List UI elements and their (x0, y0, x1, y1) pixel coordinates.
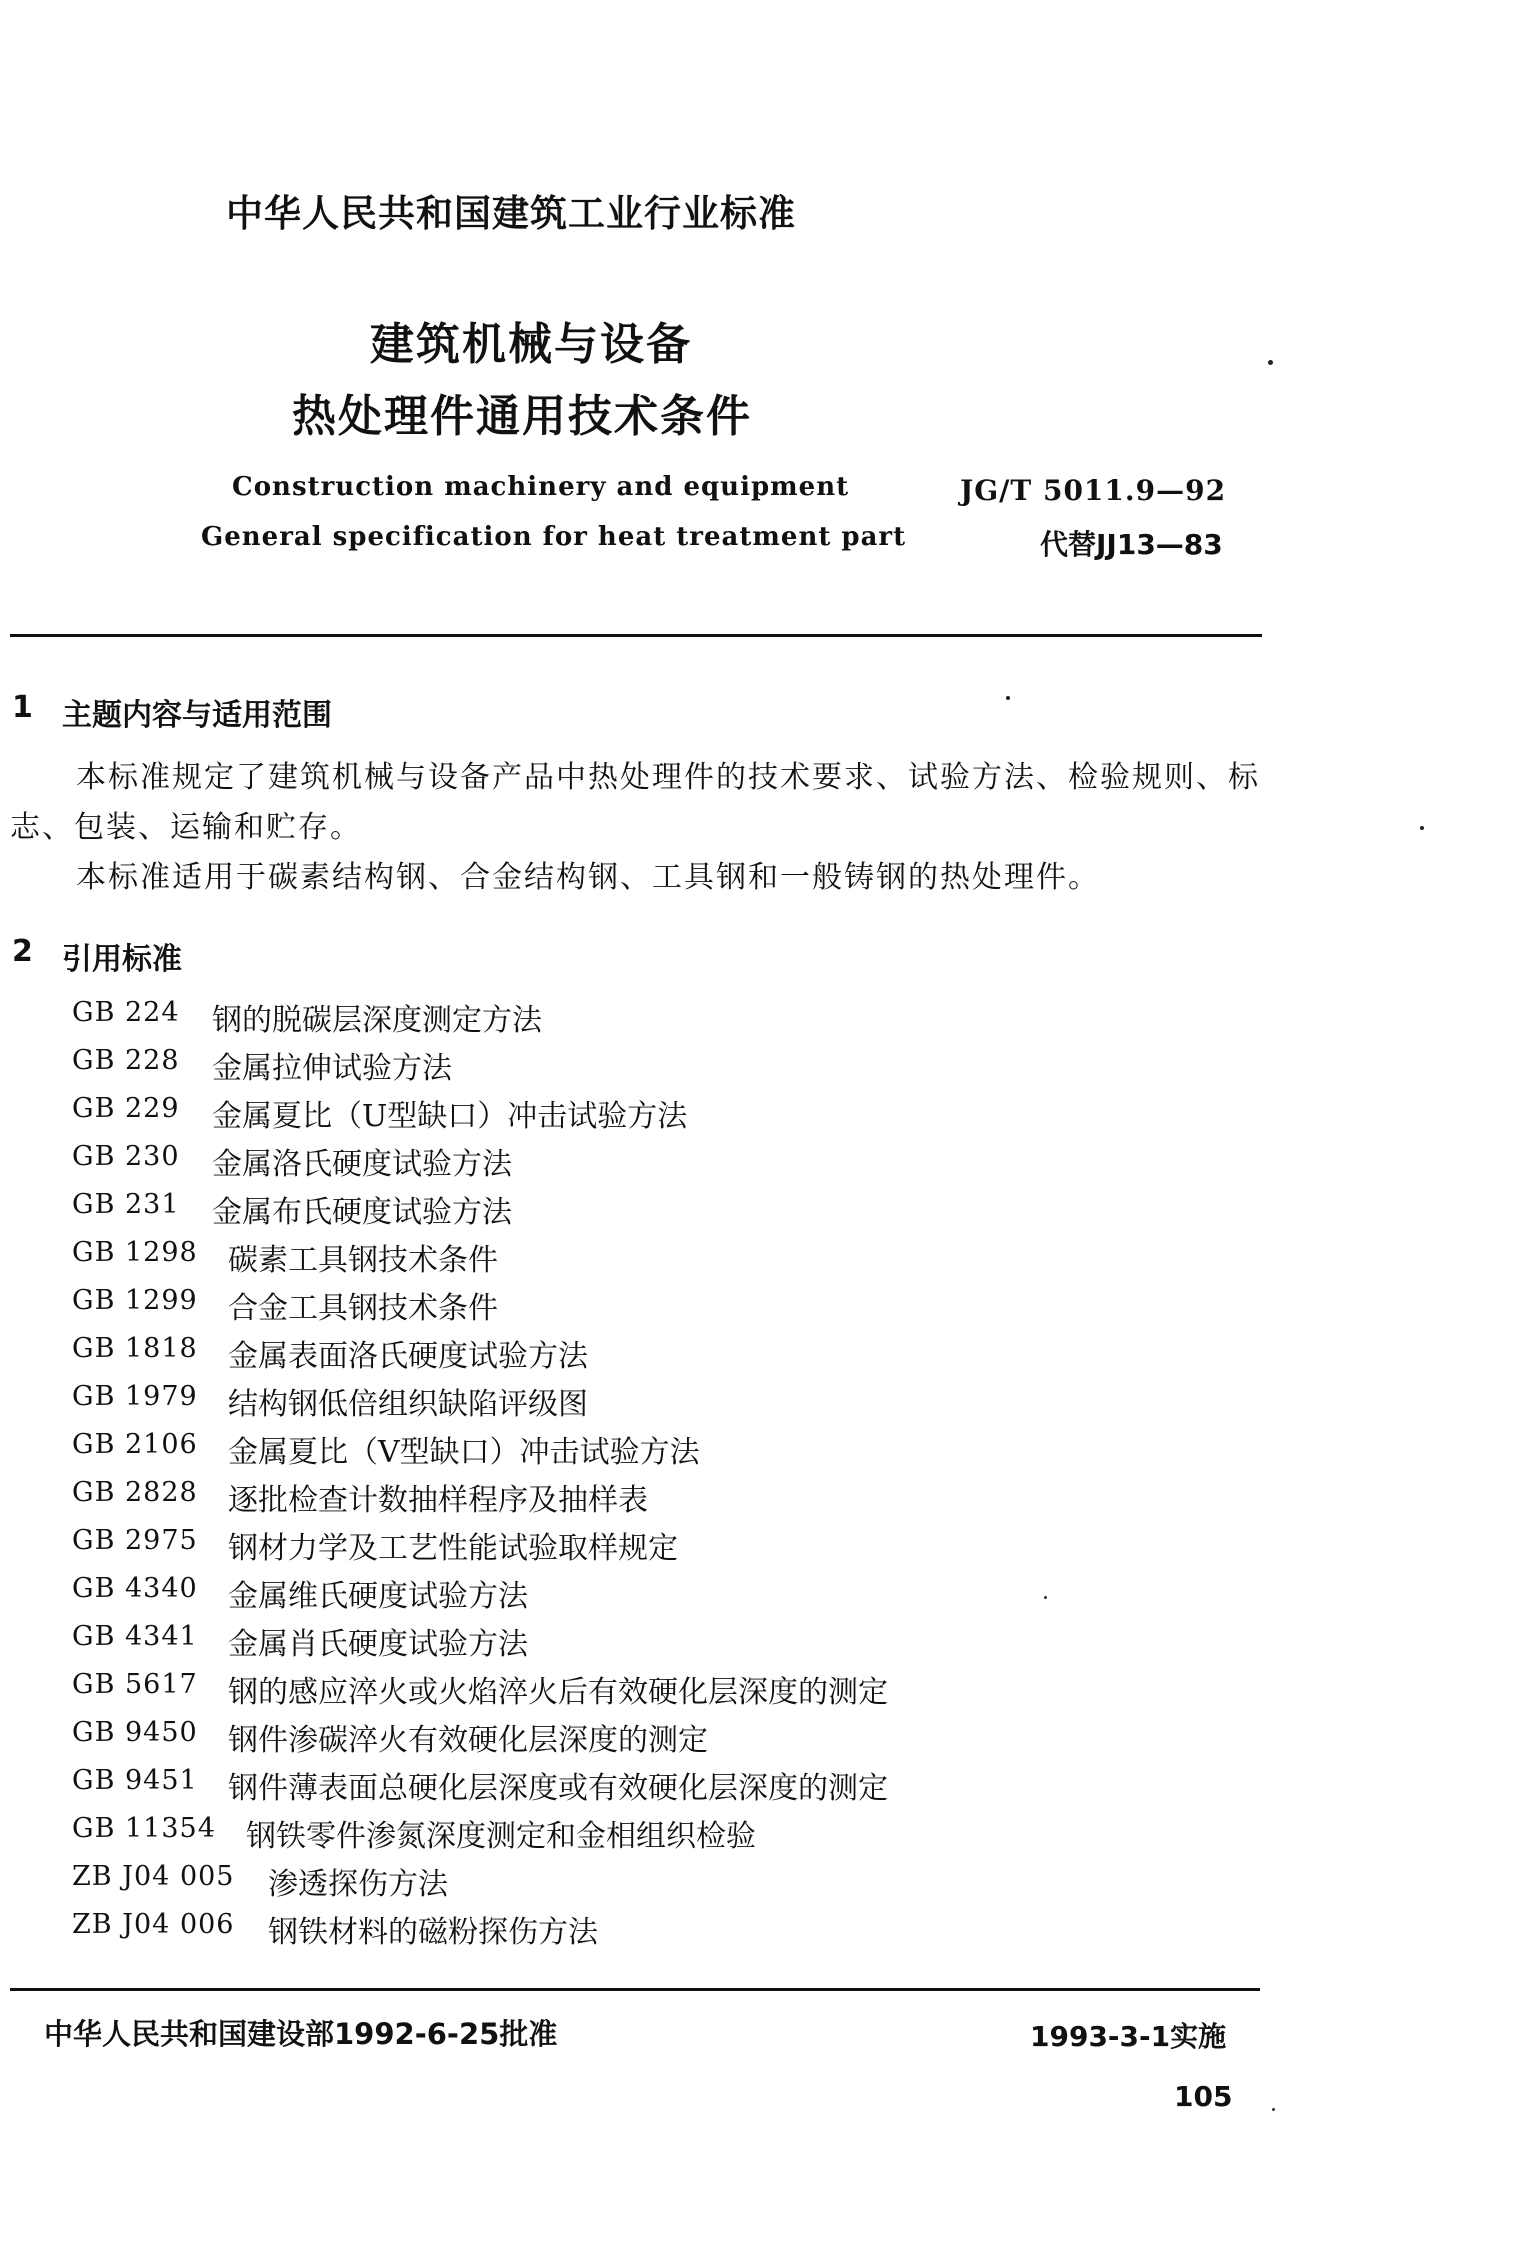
reference-title: 钢铁材料的磁粉探伤方法 (268, 1915, 598, 1950)
reference-title: 金属维氏硬度试验方法 (228, 1579, 528, 1614)
section2-number: 2 (12, 934, 33, 969)
reference-title: 合金工具钢技术条件 (228, 1291, 498, 1326)
scan-speck (1006, 696, 1010, 700)
reference-code: GB 5617 (72, 1669, 198, 1700)
reference-title: 钢的脱碳层深度测定方法 (212, 1003, 542, 1038)
reference-title: 金属洛氏硬度试验方法 (212, 1147, 512, 1182)
title-line2: 热处理件通用技术条件 (292, 391, 752, 442)
standard-number: JG/T 5011.9—92 (960, 474, 1227, 507)
footer-divider (10, 1988, 1260, 1991)
reference-title: 金属布氏硬度试验方法 (212, 1195, 512, 1230)
reference-code: GB 1299 (72, 1285, 198, 1316)
reference-code: GB 2828 (72, 1477, 198, 1508)
title-line1: 建筑机械与设备 (370, 319, 692, 370)
section2-heading: 引用标准 (62, 942, 182, 977)
reference-code: GB 229 (72, 1093, 180, 1124)
reference-title: 钢铁零件渗氮深度测定和金相组织检验 (246, 1819, 756, 1854)
reference-code: ZB J04 006 (72, 1909, 235, 1940)
replaces-note: 代替JJ13—83 (1040, 528, 1223, 561)
reference-code: GB 4340 (72, 1573, 198, 1604)
reference-title: 金属表面洛氏硬度试验方法 (228, 1339, 588, 1374)
reference-title: 碳素工具钢技术条件 (228, 1243, 498, 1278)
page-number: 105 (1174, 2080, 1233, 2113)
section1-number: 1 (12, 690, 33, 725)
reference-code: GB 1979 (72, 1381, 198, 1412)
reference-title: 钢材力学及工艺性能试验取样规定 (228, 1531, 678, 1566)
english-title-line2: General specification for heat treatment part (201, 522, 907, 552)
reference-title: 逐批检查计数抽样程序及抽样表 (228, 1483, 648, 1518)
reference-code: GB 224 (72, 997, 180, 1028)
approval-note: 中华人民共和国建设部1992-6-25批准 (44, 2017, 558, 2051)
standard-category: 中华人民共和国建筑工业行业标准 (226, 192, 796, 235)
reference-title: 金属拉伸试验方法 (212, 1051, 452, 1086)
reference-code: ZB J04 005 (72, 1861, 235, 1892)
reference-code: GB 9451 (72, 1765, 198, 1796)
reference-code: GB 11354 (72, 1813, 216, 1844)
scan-speck (1268, 360, 1273, 365)
reference-code: GB 230 (72, 1141, 180, 1172)
reference-title: 金属夏比（U型缺口）冲击试验方法 (212, 1099, 688, 1134)
reference-title: 钢件薄表面总硬化层深度或有效硬化层深度的测定 (228, 1771, 888, 1806)
reference-code: GB 2975 (72, 1525, 198, 1556)
reference-title: 结构钢低倍组织缺陷评级图 (228, 1387, 588, 1422)
scan-speck (1272, 2108, 1275, 2111)
reference-title: 渗透探伤方法 (268, 1867, 448, 1902)
scan-speck (1420, 826, 1424, 830)
reference-code: GB 1298 (72, 1237, 198, 1268)
reference-code: GB 2106 (72, 1429, 198, 1460)
section1-para2: 本标准适用于碳素结构钢、合金结构钢、工具钢和一般铸钢的热处理件。 (76, 860, 1100, 895)
reference-title: 钢件渗碳淬火有效硬化层深度的测定 (228, 1723, 708, 1758)
section1-heading: 主题内容与适用范围 (62, 698, 332, 733)
section1-para1-line1: 本标准规定了建筑机械与设备产品中热处理件的技术要求、试验方法、检验规则、标 (76, 760, 1260, 795)
reference-title: 钢的感应淬火或火焰淬火后有效硬化层深度的测定 (228, 1675, 888, 1710)
reference-code: GB 9450 (72, 1717, 198, 1748)
reference-code: GB 1818 (72, 1333, 198, 1364)
reference-code: GB 228 (72, 1045, 180, 1076)
english-title-line1: Construction machinery and equipment (232, 472, 850, 502)
reference-code: GB 4341 (72, 1621, 198, 1652)
header-divider (10, 634, 1262, 637)
reference-title: 金属肖氏硬度试验方法 (228, 1627, 528, 1662)
scan-speck (1044, 1596, 1047, 1599)
reference-code: GB 231 (72, 1189, 180, 1220)
section1-para1-line2: 志、包装、运输和贮存。 (10, 810, 362, 845)
effective-date: 1993-3-1实施 (1030, 2020, 1227, 2053)
reference-title: 金属夏比（V型缺口）冲击试验方法 (228, 1435, 700, 1470)
